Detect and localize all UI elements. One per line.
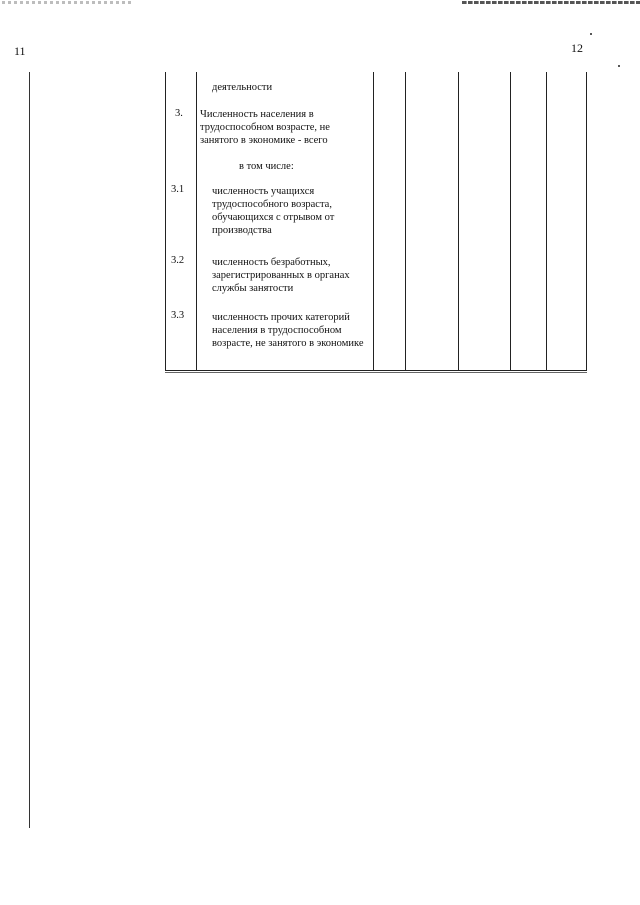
table-row-number: 3.2 — [171, 255, 185, 266]
scan-speck — [618, 65, 620, 67]
table-column-border — [165, 72, 166, 371]
scan-artifact-top-left — [2, 1, 132, 4]
table-row-number: 3. — [175, 108, 183, 119]
page-number-right: 12 — [571, 41, 583, 55]
scan-artifact-top-right — [462, 1, 640, 4]
table-bottom-border — [165, 372, 587, 373]
table-cell-text: деятельности — [212, 82, 273, 93]
table-cell-text: Численность населения в трудоспособном возрасте, не занятого в экономике - всего — [200, 109, 330, 146]
table-column-border — [586, 72, 587, 371]
table-row-number: 3.3 — [171, 310, 185, 321]
table-column-border — [196, 72, 197, 371]
table-column-border — [458, 72, 459, 371]
table-column-border — [373, 72, 374, 371]
binding-margin-line — [29, 72, 30, 828]
scan-speck — [590, 33, 592, 35]
table-column-border — [546, 72, 547, 371]
table-row-number: 3.1 — [171, 184, 185, 195]
table-cell-text: численность прочих категорий населения в трудоспособном возрасте, не занятого в экономике — [212, 312, 364, 349]
table-cell-text: численность безработных, зарегистрированных в органах службы занятости — [212, 257, 350, 294]
table-cell-text: в том числе: — [239, 161, 294, 172]
table-cell-text: численность учащихся трудоспособного возраста, обучающихся с отрывом от производства — [212, 186, 335, 236]
data-table — [165, 72, 587, 372]
table-column-border — [510, 72, 511, 371]
table-column-border — [405, 72, 406, 371]
table-bottom-border — [165, 370, 587, 371]
page-number-left: 11 — [14, 44, 26, 58]
